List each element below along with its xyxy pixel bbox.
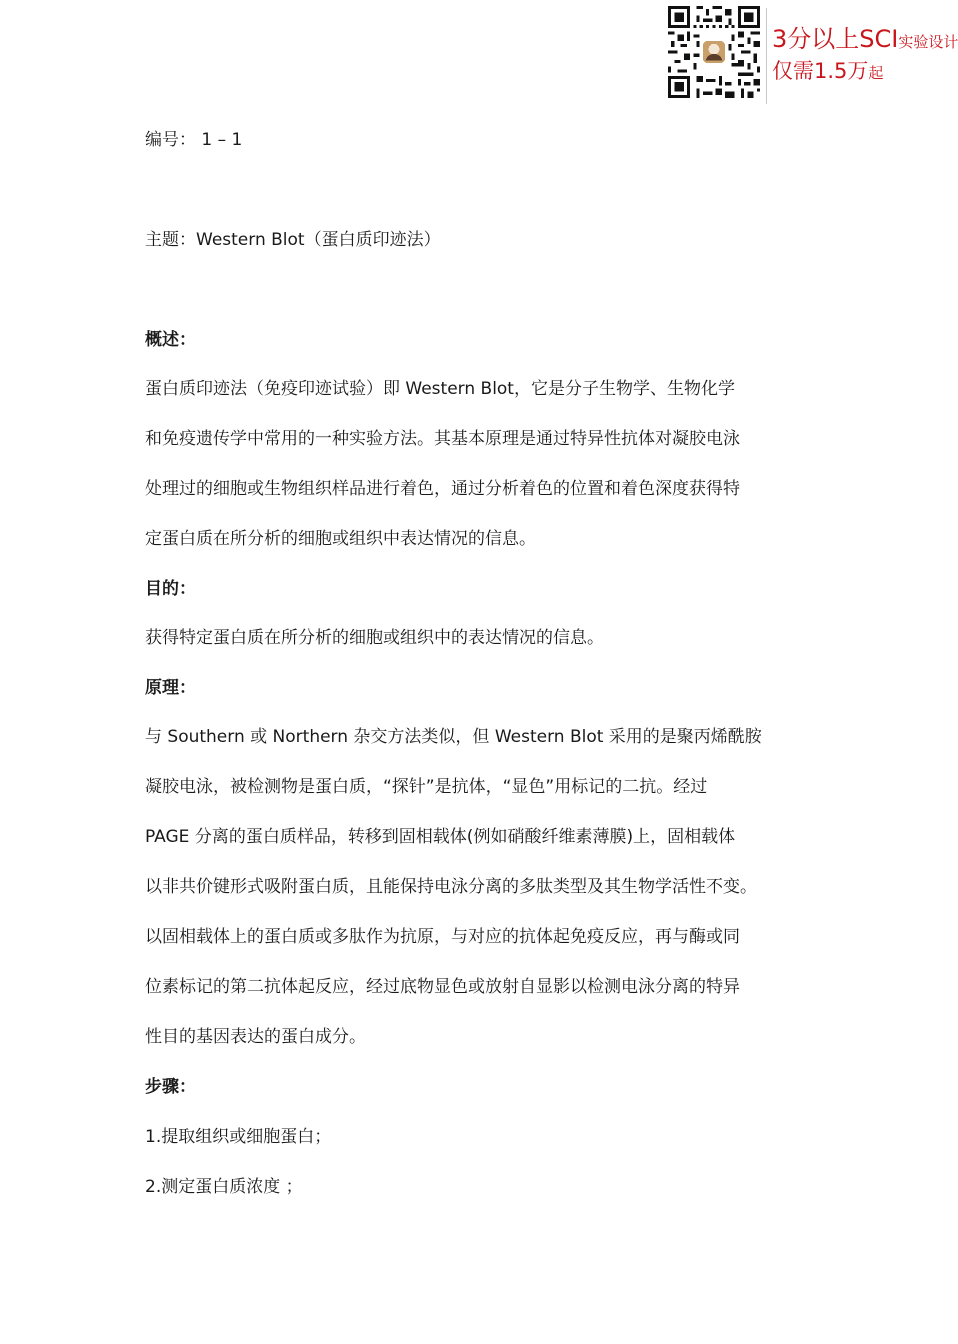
overview-line: 定蛋白质在所分析的细胞或组织中表达情况的信息。 [145,529,536,549]
step-item: 2.测定蛋白质浓度 ； [145,1177,303,1197]
overview-line: 和免疫遗传学中常用的一种实验方法。其基本原理是通过特异性抗体对凝胶电泳 [145,429,740,449]
promo-price-text-2: 仅需1.5万 [772,59,869,83]
qr-code-icon [668,6,760,98]
principle-line: 位素标记的第二抗体起反应，经过底物显色或放射自显影以检测电泳分离的特异 [145,977,740,997]
promo-subtext-2: 起 [868,64,884,82]
principle-line: 凝胶电泳，被检测物是蛋白质，“探针”是抗体，“显色”用标记的二抗。经过 [145,777,708,797]
promo-line-1 [772,24,958,57]
principle-line: 以非共价键形式吸附蛋白质，且能保持电泳分离的多肽类型及其生物学活性不变。 [145,877,757,897]
document-topic: 主题：Western Blot（蛋白质印迹法） [145,230,441,250]
purpose-heading: 目的： [145,579,196,599]
promo-price-text: 3分以上SCI [772,25,899,53]
principle-line: 性目的基因表达的蛋白成分。 [145,1027,366,1047]
step-item: 1.提取组织或细胞蛋白； [145,1127,332,1147]
principle-line: 与 Southern 或 Northern 杂交方法类似，但 Western Blot 采用的是聚丙烯酰胺 [145,727,762,747]
purpose-text: 获得特定蛋白质在所分析的细胞或组织中的表达情况的信息。 [145,628,604,648]
promo-subtext: 实验设计 [898,33,958,51]
promo-divider [766,8,767,104]
overview-line: 蛋白质印迹法（免疫印迹试验）即 Western Blot，它是分子生物学、生物化学 [145,379,735,399]
principle-line: PAGE 分离的蛋白质样品，转移到固相载体(例如硝酸纤维素薄膜)上，固相载体 [145,827,736,847]
overview-line: 处理过的细胞或生物组织样品进行着色，通过分析着色的位置和着色深度获得特 [145,479,740,499]
overview-heading: 概述： [145,330,196,350]
document-number: 编号： 1 – 1 [145,130,243,150]
steps-heading: 步骤： [145,1077,196,1097]
promo-banner [668,4,958,102]
principle-line: 以固相载体上的蛋白质或多肽作为抗原，与对应的抗体起免疫反应，再与酶或同 [145,927,740,947]
principle-heading: 原理： [145,678,196,698]
promo-line-2 [772,56,883,88]
